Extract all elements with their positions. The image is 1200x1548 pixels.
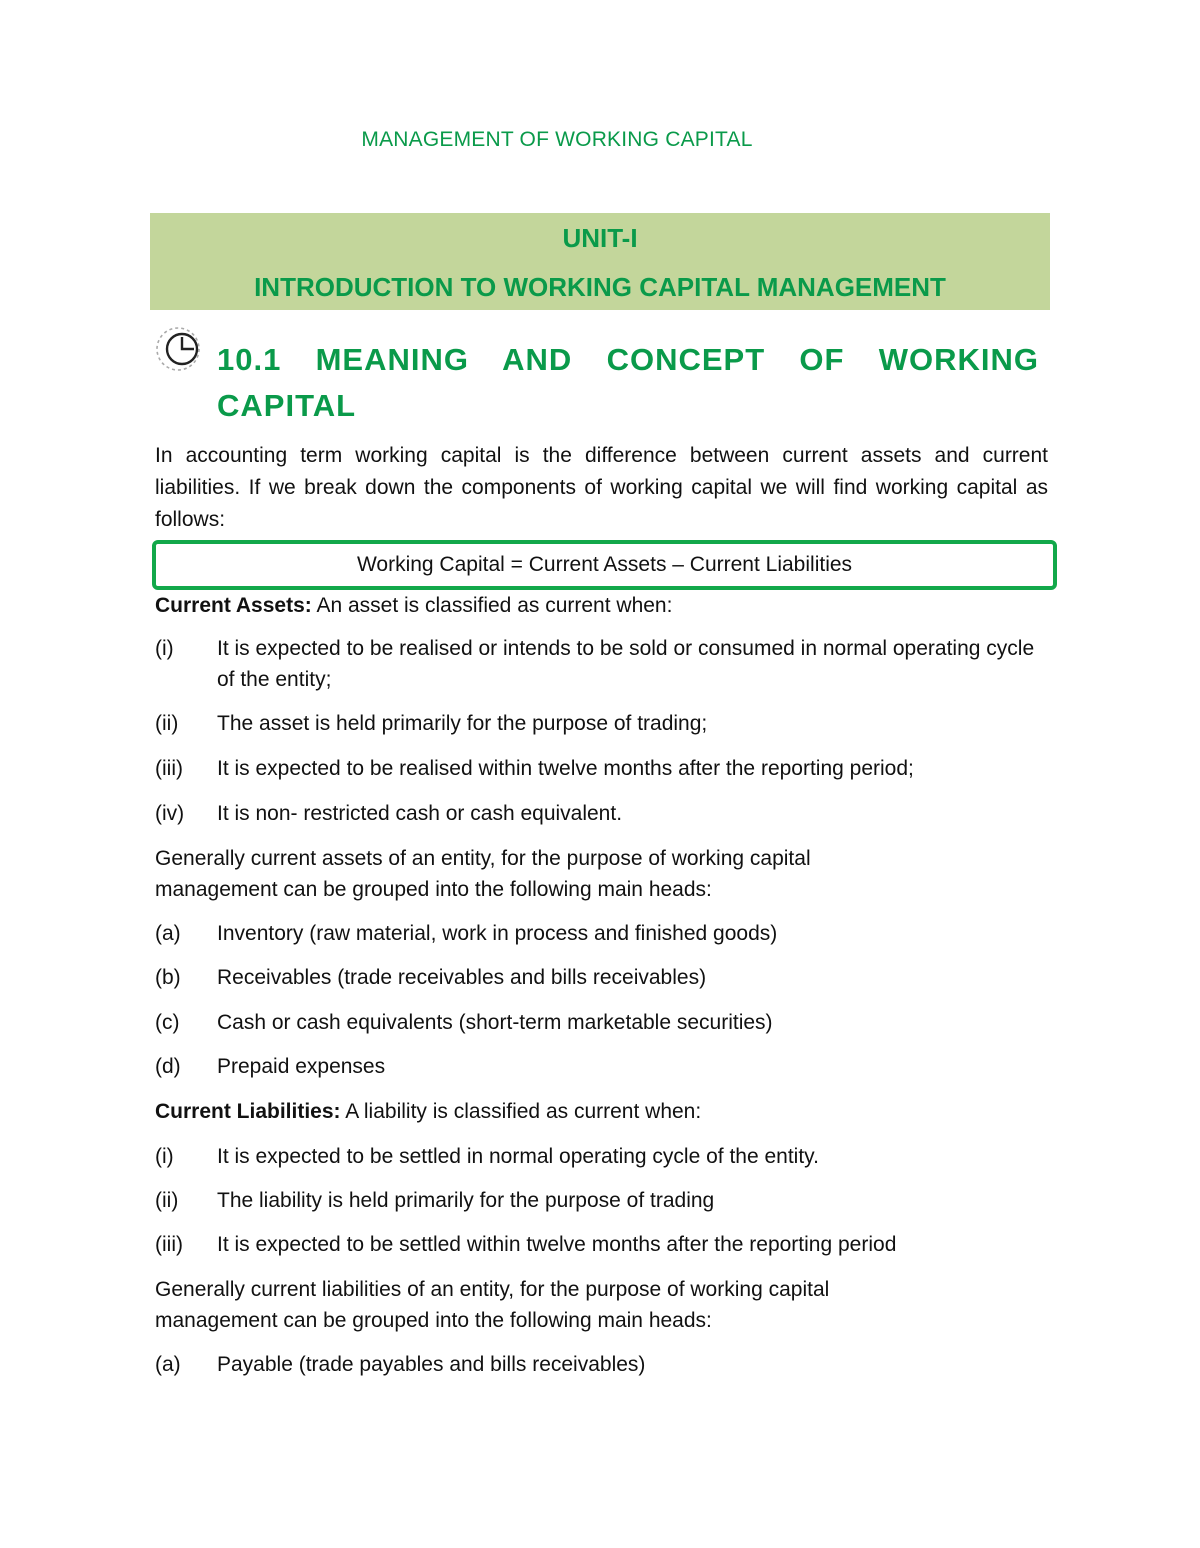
assets-grouping-intro: Generally current assets of an entity, for the purpose of working capital management can be grouped into the following main heads: (155, 847, 811, 901)
section-heading-line1: 10.1 MEANING AND CONCEPT OF WORKING (217, 342, 1039, 377)
list-marker: (a) (155, 922, 181, 945)
list-text: Inventory (raw material, work in process and finished goods) (217, 922, 778, 945)
list-text: Receivables (trade receivables and bills receivables) (217, 966, 707, 989)
unit-banner (150, 213, 1050, 310)
list-marker: (iii) (155, 1233, 183, 1256)
list-text: The liability is held primarily for the purpose of trading (217, 1189, 715, 1212)
list-text: The asset is held primarily for the purpose of trading; (217, 712, 708, 735)
list-text: Cash or cash equivalents (short-term marketable securities) (217, 1011, 773, 1034)
liabilities-grouping-intro: Generally current liabilities of an entity, for the purpose of working capital management can be grouped into the following main heads: (155, 1278, 830, 1332)
section-heading-line2: CAPITAL (217, 388, 357, 423)
list-text: It is expected to be realised or intends to be sold or consumed in normal operating cycle of the entity; (217, 637, 1035, 691)
list-text: Payable (trade payables and bills receivables) (217, 1353, 646, 1376)
current-assets-label: Current Assets: (155, 594, 312, 617)
list-marker: (ii) (155, 1189, 179, 1212)
current-liabilities-label: Current Liabilities: (155, 1100, 341, 1123)
list-marker: (iv) (155, 802, 185, 825)
running-header: MANAGEMENT OF WORKING CAPITAL (361, 128, 753, 151)
list-marker: (a) (155, 1353, 181, 1376)
unit-label: UNIT-I (562, 223, 638, 253)
list-marker: (ii) (155, 712, 179, 735)
list-marker: (b) (155, 966, 181, 989)
list-marker: (c) (155, 1011, 180, 1034)
clock-icon (152, 323, 208, 373)
list-marker: (i) (155, 1145, 174, 1168)
unit-title: INTRODUCTION TO WORKING CAPITAL MANAGEMENT (254, 272, 946, 302)
section-heading (217, 337, 1039, 429)
intro-paragraph: In accounting term working capital is the difference between current assets and current liabilities. If we break down the components of working capital we will find working capital as follows: (155, 444, 1048, 531)
current-liabilities-definition-text: A liability is classified as current when: (340, 1100, 702, 1123)
current-assets-definition (155, 590, 1048, 621)
list-marker: (iii) (155, 757, 183, 780)
list-text: Prepaid expenses (217, 1055, 386, 1078)
list-marker: (d) (155, 1055, 181, 1078)
list-text: It is expected to be settled within twelve months after the reporting period (217, 1233, 897, 1256)
current-liabilities-definition (155, 1096, 1048, 1127)
formula-box: Working Capital = Current Assets – Current Liabilities (152, 540, 1057, 590)
list-text: It is expected to be settled in normal operating cycle of the entity. (217, 1145, 819, 1168)
current-assets-definition-text: An asset is classified as current when: (311, 594, 673, 617)
list-text: It is non- restricted cash or cash equivalent. (217, 802, 623, 825)
list-text: It is expected to be realised within twelve months after the reporting period; (217, 757, 914, 780)
list-marker: (i) (155, 637, 174, 660)
